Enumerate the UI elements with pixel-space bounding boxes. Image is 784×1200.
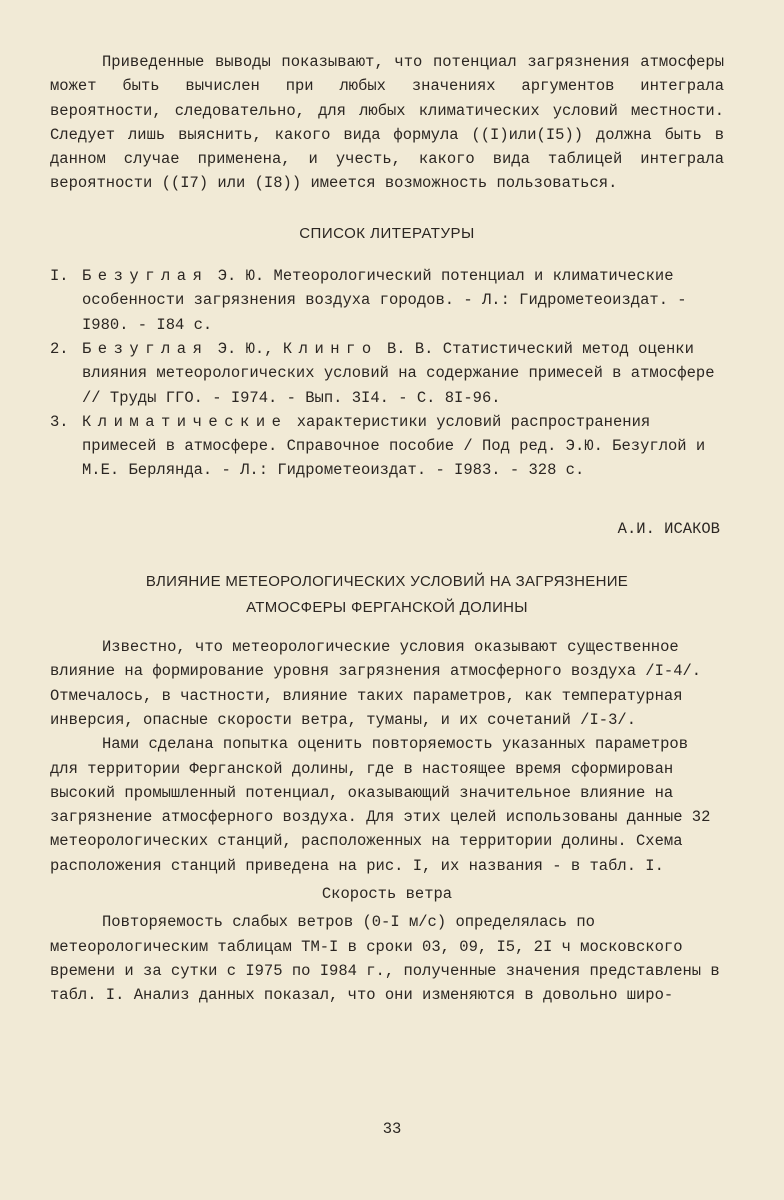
reference-coauthor: Клинго xyxy=(282,339,378,358)
reference-text xyxy=(82,410,724,483)
reference-rest: В. В. Статистический метод оценки влияния метеорологических условий на содержание примесей в атмосфере // Труды ГГО. - I974. - Вып. 3I4. - С. 8I-96. xyxy=(82,339,715,407)
reference-number: 3. xyxy=(50,412,69,431)
paragraph-text: Нами сделана попытка оценить повторяемость указанных параметров для территории Ферганской долины, где в настоящее время сформирован высокий промышленный потенциал, оказывающий значительное влияние на загрязнение атмосферного воздуха. Для этих целей использованы данные 32 метеорологических станций, расположенных на территории долины. Схема расположения станций приведена на рис. I, их названия - в табл. I. xyxy=(50,735,711,875)
reference-number: I. xyxy=(50,267,69,286)
section-subheading: Скорость ветра xyxy=(321,885,453,904)
reference-item xyxy=(50,337,724,410)
reference-title-spaced: Климатические xyxy=(82,412,288,431)
article-paragraph-2 xyxy=(50,732,724,878)
reference-item xyxy=(50,264,724,337)
reference-rest: характеристики условий распространения примесей в атмосфере. Справочное пособие / Под ред. Э.Ю. Безуглой и М.Е. Берлянда. - Л.: Гидрометеоиздат. - I983. - 328 с. xyxy=(82,412,706,480)
article-author: А.И. ИСАКОВ xyxy=(617,519,720,538)
paragraph-text: Известно, что метеорологические условия оказывают существенное влияние на формирование уровня загрязнения атмосферного воздуха /I-4/. Отмечалось, в частности, влияние таких параметров, как температурная инверсия, опасные скорости ветра, туманы, и их сочетаний /I-3/. xyxy=(50,638,702,729)
reference-author: Безуглая xyxy=(82,267,209,286)
article-paragraph-3 xyxy=(50,910,724,1007)
article-title-line-1: ВЛИЯНИЕ МЕТЕОРОЛОГИЧЕСКИХ УСЛОВИЙ НА ЗАГРЯЗНЕНИЕ xyxy=(145,573,629,591)
reference-text xyxy=(82,337,724,410)
bibliography-list xyxy=(50,264,724,483)
intro-text: Приведенные выводы показывают, что потенциал загрязнения атмосферы может быть вычислен при любых значениях аргументов интеграла вероятности, следовательно, для любых климатических условий местности. Следует лишь выяснить, какого вида формула ((I)или(I5)) должна быть в данном случае применена, и учесть, какого вида таблицей интеграла вероятности ((I7) или (I8)) имеется возможность пользоваться. xyxy=(50,53,724,193)
intro-paragraph xyxy=(50,50,724,196)
reference-text xyxy=(82,264,724,337)
reference-initials: Э. Ю., xyxy=(208,339,283,358)
article-title xyxy=(50,569,724,621)
article-paragraph-1 xyxy=(50,635,724,732)
reference-number: 2. xyxy=(50,339,69,358)
article-title-line-2: АТМОСФЕРЫ ФЕРГАНСКОЙ ДОЛИНЫ xyxy=(246,599,528,617)
reference-item xyxy=(50,410,724,483)
reference-rest: Э. Ю. Метеорологический потенциал и климатические особенности загрязнения воздуха городов. - Л.: Гидрометеоиздат. - I980. - I84 с. xyxy=(82,267,687,334)
page-number: 33 xyxy=(382,1120,402,1138)
paragraph-text: Повторяемость слабых ветров (0-I м/с) определялась по метеорологическим таблицам ТМ-I в сроки 03, 09, I5, 2I ч московского времени и за сутки с I975 по I984 г., полученные значения представлены в табл. I. Анализ данных показал, что они изменяются в довольно широ- xyxy=(50,913,720,1005)
reference-author: Безуглая xyxy=(82,339,209,358)
bibliography-heading: СПИСОК ЛИТЕРАТУРЫ xyxy=(299,224,475,242)
